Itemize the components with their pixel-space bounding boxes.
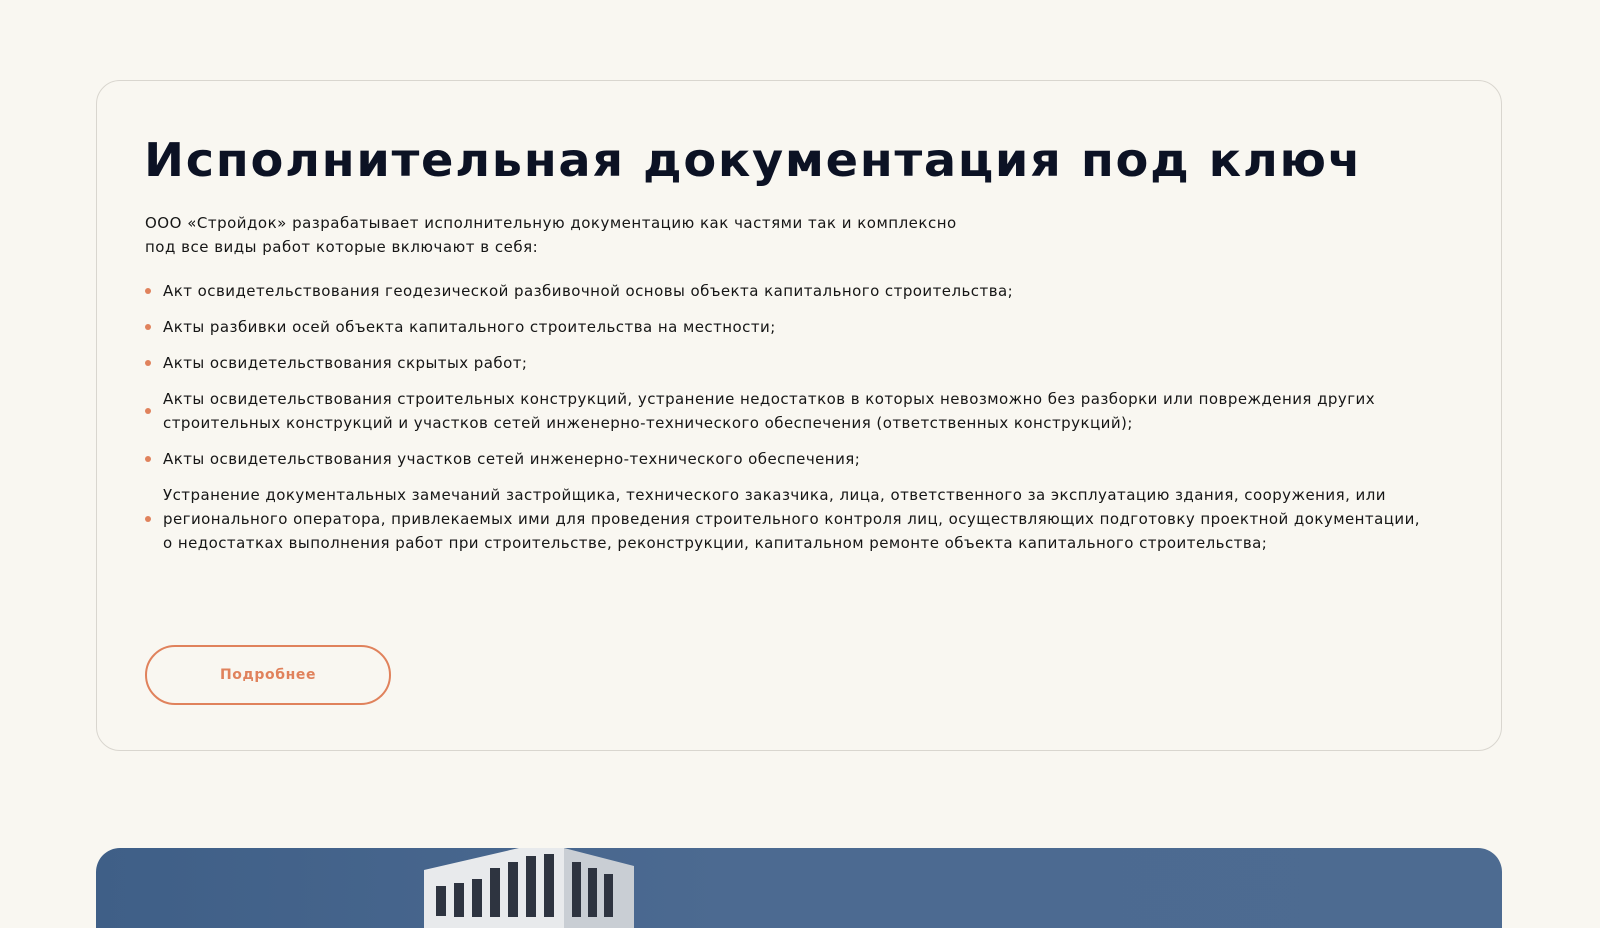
intro-line: под все виды работ которые включают в себя:	[145, 238, 539, 256]
list-item-text: Акты разбивки осей объекта капитального строительства на местности;	[163, 318, 776, 336]
list-item	[145, 483, 1425, 555]
list-item	[145, 447, 1425, 471]
list-item	[145, 279, 1425, 303]
bullet-dot-icon	[145, 516, 151, 522]
building-image	[424, 848, 634, 928]
intro-text	[145, 211, 1125, 259]
list-item	[145, 315, 1425, 339]
bullet-dot-icon	[145, 408, 151, 414]
list-item-text: Акты освидетельствования скрытых работ;	[163, 354, 528, 372]
list-item-text: Акты освидетельствования участков сетей инженерно-технического обеспечения;	[163, 450, 861, 468]
documentation-card	[96, 80, 1502, 751]
bullet-dot-icon	[145, 288, 151, 294]
bullet-dot-icon	[145, 456, 151, 462]
bullet-dot-icon	[145, 324, 151, 330]
list-item-text: Устранение документальных замечаний застройщика, технического заказчика, лица, ответственного за эксплуатацию здания, сооружения, или регионального оператора, привлекаемых ими для проведения строительного контроля лиц, осуществляющих подготовку проектной документации, о недостатках выполнения работ при строительстве, реконструкции, капитальном ремонте объекта капитального строительства;	[163, 486, 1421, 552]
list-item-text: Акты освидетельствования строительных конструкций, устранение недостатков в которых невозможно без разборки или повреждения других строительных конструкций и участков сетей инженерно-технического обеспечения (ответственных конструкций);	[163, 390, 1376, 432]
works-list	[145, 279, 1425, 567]
list-item	[145, 351, 1425, 375]
list-item-text: Акт освидетельствования геодезической разбивочной основы объекта капитального строительства;	[163, 282, 1014, 300]
list-item	[145, 387, 1425, 435]
bullet-dot-icon	[145, 360, 151, 366]
building-image-banner	[96, 848, 1502, 928]
section-title: Исполнительная документация под ключ	[144, 133, 1363, 187]
intro-line: ООО «Стройдок» разрабатывает исполнительную документацию как частями так и комплексно	[145, 214, 957, 232]
more-details-button[interactable]: Подробнее	[145, 645, 391, 705]
